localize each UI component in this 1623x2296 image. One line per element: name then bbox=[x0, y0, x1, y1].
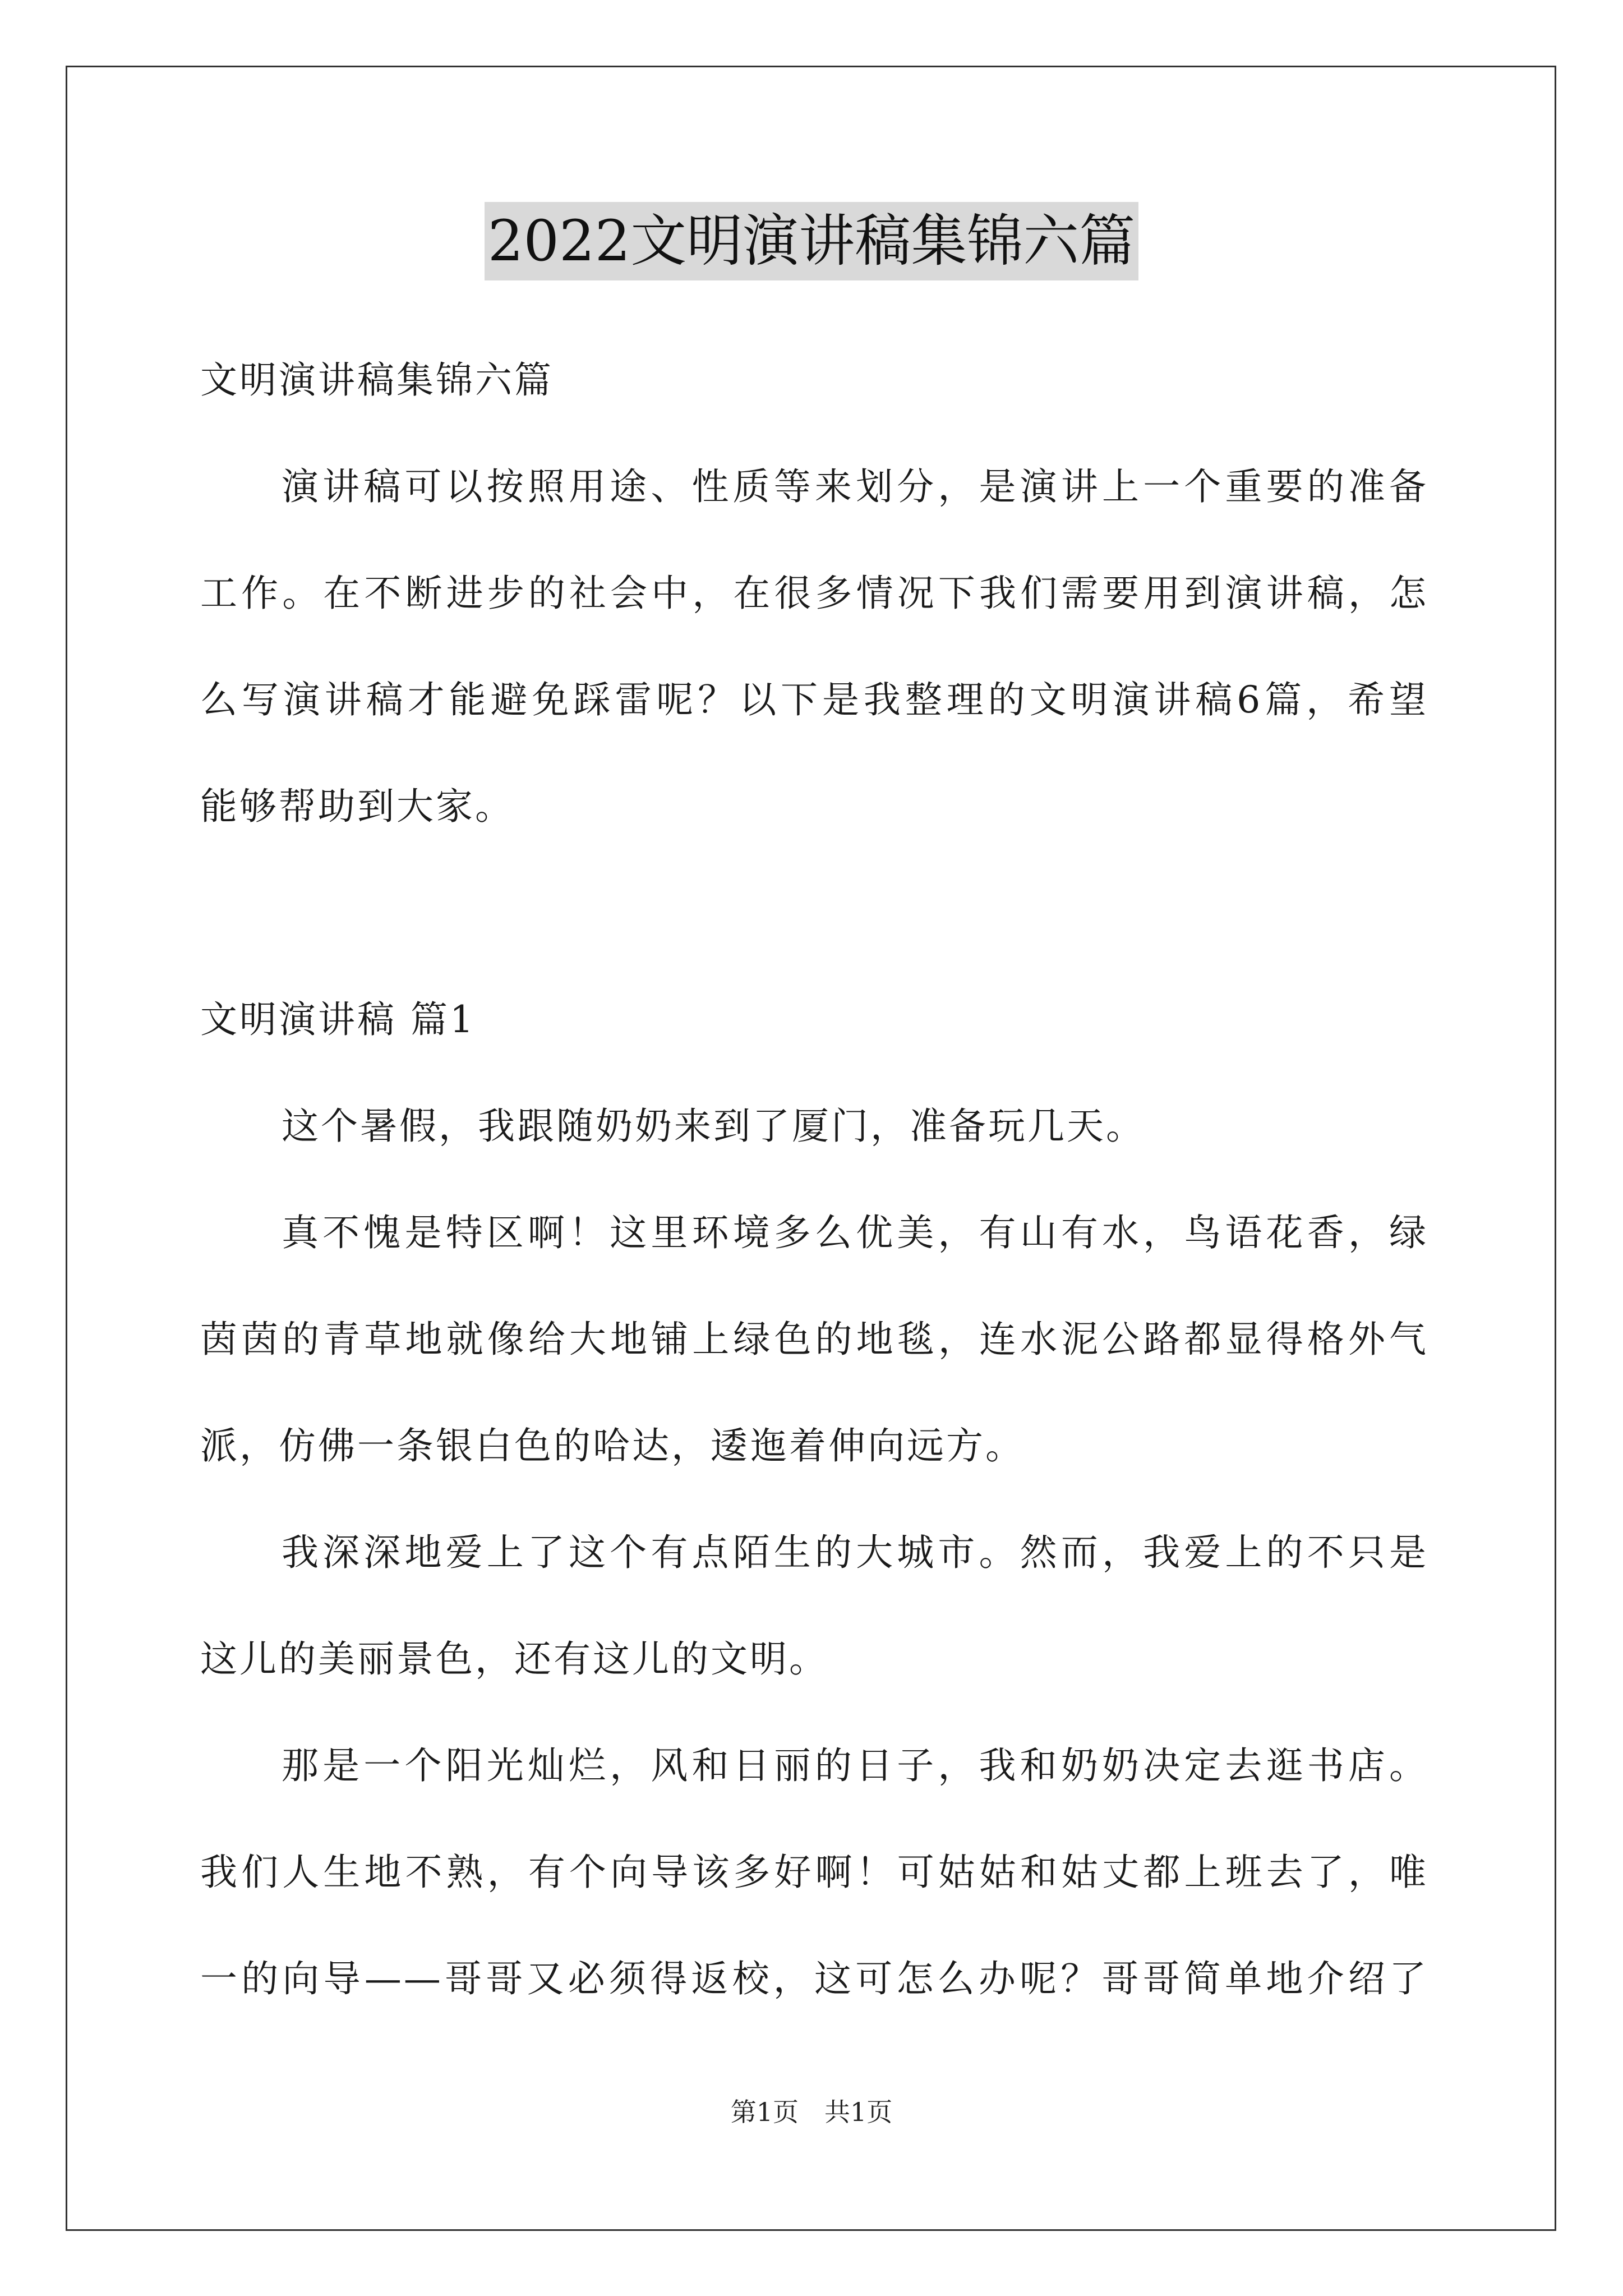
intro-line-3: 么写演讲稿才能避免踩雷呢？以下是我整理的文明演讲稿6篇，希望 bbox=[200, 678, 1428, 721]
body-line-1: 这个暑假，我跟随奶奶来到了厦门，准备玩几天。 bbox=[282, 1105, 1145, 1148]
document-title: 2022文明演讲稿集锦六篇 bbox=[485, 202, 1139, 280]
body-line-3: 茵茵的青草地就像给大地铺上绿色的地毯，连水泥公路都显得格外气 bbox=[200, 1318, 1428, 1361]
body-line-6: 这儿的美丽景色，还有这儿的文明。 bbox=[200, 1637, 828, 1681]
body-line-2: 真不愧是特区啊！这里环境多么优美，有山有水，鸟语花香，绿 bbox=[282, 1211, 1428, 1254]
body-line-7: 那是一个阳光灿烂，风和日丽的日子，我和奶奶决定去逛书店。 bbox=[282, 1744, 1428, 1787]
body-line-8: 我们人生地不熟，有个向导该多好啊！可姑姑和姑丈都上班去了，唯 bbox=[200, 1851, 1428, 1894]
body-line-9: 一的向导——哥哥又必须得返校，这可怎么办呢？哥哥简单地介绍了 bbox=[200, 1957, 1428, 2000]
document-subtitle: 文明演讲稿集锦六篇 bbox=[200, 358, 554, 402]
page-footer: 第1页 共1页 bbox=[730, 2097, 893, 2127]
title-container bbox=[0, 202, 1623, 280]
section-heading: 文明演讲稿 篇1 bbox=[200, 998, 476, 1041]
intro-line-1: 演讲稿可以按照用途、性质等来划分，是演讲上一个重要的准备 bbox=[282, 465, 1428, 508]
intro-line-4: 能够帮助到大家。 bbox=[200, 785, 514, 828]
intro-line-2: 工作。在不断进步的社会中，在很多情况下我们需要用到演讲稿，怎 bbox=[200, 572, 1428, 615]
body-line-5: 我深深地爱上了这个有点陌生的大城市。然而，我爱上的不只是 bbox=[282, 1531, 1428, 1574]
body-line-4: 派，仿佛一条银白色的哈达，逶迤着伸向远方。 bbox=[200, 1424, 1025, 1467]
